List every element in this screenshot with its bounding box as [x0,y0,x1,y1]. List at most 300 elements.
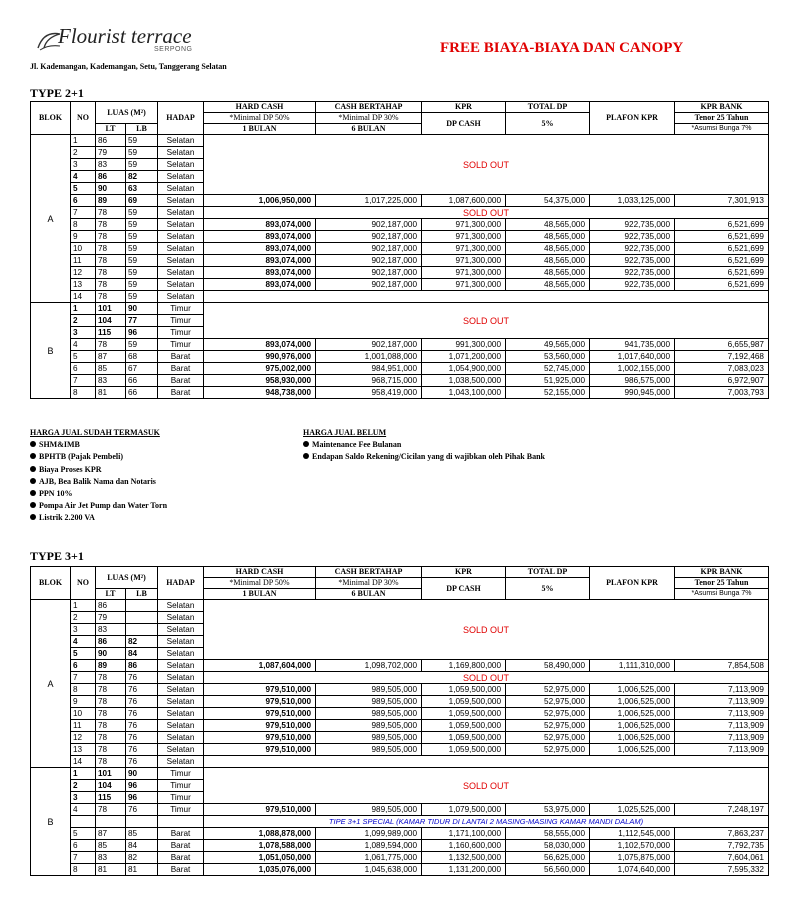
hard-cash-dp: *Minimal DP 50% [204,113,316,124]
lb-cell: 96 [126,780,158,792]
lb-cell: 82 [126,852,158,864]
cash-bertahap-cell: 958,419,000 [316,387,422,399]
plafon-cell: 941,735,000 [590,339,675,351]
hadap-cell: Selatan [158,219,204,231]
luas-header: LUAS (M²) [96,567,158,589]
lb-cell: 59 [126,255,158,267]
brand-logo [36,24,196,54]
hadap-cell: Selatan [158,720,204,732]
kpr-bank-cell: 7,301,913 [675,195,769,207]
lt-cell: 86 [96,600,126,612]
plafon-cell: 1,111,310,000 [590,660,675,672]
hadap-cell: Timur [158,780,204,792]
total-dp-cell: 48,565,000 [506,219,590,231]
cash-bertahap-header: CASH BERTAHAP [316,102,422,113]
sold-out-label: SOLD OUT [204,135,769,195]
lt-cell: 78 [96,696,126,708]
blok-header: BLOK [31,567,71,600]
kpr-dp-cell: 1,043,100,000 [422,387,506,399]
hard-cash-cell: 1,088,878,000 [204,828,316,840]
plafon-cell: 1,102,570,000 [590,840,675,852]
kpr-bank-cell: 7,113,909 [675,696,769,708]
total-dp-cell: 53,560,000 [506,351,590,363]
hard-cash-cell: 893,074,000 [204,219,316,231]
type21-table-header [31,102,769,135]
plafon-cell: 1,112,545,000 [590,828,675,840]
kpr-bank-cell: 7,113,909 [675,744,769,756]
hadap-cell: Barat [158,363,204,375]
table-row [31,387,769,399]
hadap-cell: Selatan [158,159,204,171]
lb-cell: 76 [126,732,158,744]
luas-header: LUAS (M²) [96,102,158,124]
total-dp-cell: 52,975,000 [506,744,590,756]
hadap-cell: Selatan [158,756,204,768]
no-cell: 2 [71,315,96,327]
kpr-dp-cell: 971,300,000 [422,231,506,243]
kpr-bank-cell: 6,521,699 [675,231,769,243]
lt-cell: 78 [96,279,126,291]
no-cell: 7 [71,207,96,219]
cash-bertahap-cell: 902,187,000 [316,219,422,231]
lt-cell: 89 [96,660,126,672]
kpr-dp-cell: 1,059,500,000 [422,684,506,696]
total-dp-cell: 52,975,000 [506,708,590,720]
cash-bertahap-cell: 968,715,000 [316,375,422,387]
hard-cash-cell: 893,074,000 [204,267,316,279]
lb-cell: 85 [126,828,158,840]
table-row [31,279,769,291]
harga-termasuk-item: PPN 10% [30,488,167,500]
hadap-cell: Selatan [158,183,204,195]
hadap-cell: Selatan [158,660,204,672]
kpr-dp-cell: 1,087,600,000 [422,195,506,207]
kpr-bank-cell: 7,003,793 [675,387,769,399]
kpr-dp-cell: 1,059,500,000 [422,744,506,756]
lb-cell: 67 [126,363,158,375]
total-dp-cell: 48,565,000 [506,255,590,267]
no-cell [71,816,96,828]
lt-cell: 78 [96,339,126,351]
lt-cell: 78 [96,744,126,756]
no-cell: 10 [71,243,96,255]
table-row [31,219,769,231]
type31-table-body [31,600,769,876]
no-cell: 4 [71,804,96,816]
cash-bertahap-cell: 1,099,989,000 [316,828,422,840]
kpr-bank-cell: 6,972,907 [675,375,769,387]
hadap-cell: Selatan [158,612,204,624]
lt-cell: 90 [96,648,126,660]
lt-cell: 86 [96,636,126,648]
lb-cell: 96 [126,327,158,339]
lb-cell: 76 [126,708,158,720]
hadap-header: HADAP [158,102,204,135]
table-row [31,768,769,780]
plafon-cell: 1,002,155,000 [590,363,675,375]
hadap-cell: Selatan [158,648,204,660]
lb-cell: 86 [126,660,158,672]
cash-bertahap-cell: 902,187,000 [316,339,422,351]
lt-cell: 101 [96,768,126,780]
kpr-dp-cell: 991,300,000 [422,339,506,351]
cash-bertahap-cell: 1,045,638,000 [316,864,422,876]
kpr-dp-cell: 1,131,200,000 [422,864,506,876]
total-dp-cell: 49,565,000 [506,339,590,351]
hard-cash-cell: 893,074,000 [204,243,316,255]
hadap-cell: Barat [158,351,204,363]
hadap-cell: Selatan [158,744,204,756]
lt-cell: 78 [96,720,126,732]
lb-cell: 77 [126,315,158,327]
hard-cash-cell: 893,074,000 [204,231,316,243]
plafon-cell: 922,735,000 [590,279,675,291]
hadap-cell: Selatan [158,684,204,696]
hadap-cell: Timur [158,804,204,816]
bullet-icon [30,466,36,472]
lb-cell [126,612,158,624]
total-dp-cell: 52,155,000 [506,387,590,399]
lb-cell: 76 [126,804,158,816]
sold-out-blank [204,291,769,303]
no-cell: 8 [71,684,96,696]
kpr-bank-header: KPR BANK [675,102,769,113]
kpr-bank-cell: 7,113,909 [675,732,769,744]
bunga-label: *Asumsi Bunga 7% [675,124,769,135]
no-cell: 4 [71,339,96,351]
no-cell: 3 [71,792,96,804]
cash-bertahap-cell: 989,505,000 [316,744,422,756]
hard-cash-cell: 990,976,000 [204,351,316,363]
no-cell: 2 [71,780,96,792]
lt-cell: 78 [96,732,126,744]
hard-cash-cell: 893,074,000 [204,255,316,267]
lb-cell: 59 [126,231,158,243]
no-cell: 4 [71,636,96,648]
hadap-cell: Selatan [158,672,204,684]
no-cell: 8 [71,864,96,876]
hadap-cell: Barat [158,840,204,852]
no-cell: 5 [71,351,96,363]
lt-cell: 87 [96,351,126,363]
table-row [31,756,769,768]
kpr-dp-cell: 1,059,500,000 [422,732,506,744]
hard-cash-cell: 958,930,000 [204,375,316,387]
type31-table-header [31,567,769,600]
cash-bertahap-cell: 1,061,775,000 [316,852,422,864]
hadap-cell: Barat [158,852,204,864]
lt-cell: 78 [96,243,126,255]
blok-cell: A [31,135,71,303]
hard-cash-cell: 979,510,000 [204,684,316,696]
sold-out-label: SOLD OUT [204,600,769,660]
no-cell: 3 [71,327,96,339]
lt-cell: 79 [96,612,126,624]
hadap-cell: Selatan [158,231,204,243]
total-dp-cell: 48,565,000 [506,231,590,243]
total-dp-cell: 48,565,000 [506,279,590,291]
lb-cell: 59 [126,147,158,159]
kpr-bank-cell: 6,521,699 [675,267,769,279]
hadap-cell: Selatan [158,279,204,291]
kpr-dp-cell: 1,059,500,000 [422,696,506,708]
no-cell: 8 [71,219,96,231]
total-dp-cell: 54,375,000 [506,195,590,207]
no-cell: 11 [71,720,96,732]
lt-cell: 89 [96,195,126,207]
hard-cash-cell: 1,006,950,000 [204,195,316,207]
blok-cell: B [31,768,71,876]
lt-cell: 83 [96,624,126,636]
kpr-dp-cell: 1,059,500,000 [422,708,506,720]
hard-cash-cell: 948,738,000 [204,387,316,399]
bullet-icon [303,441,309,447]
kpr-header: KPR [422,102,506,113]
lb-cell: 66 [126,375,158,387]
hadap-cell: Barat [158,375,204,387]
sold-out-label: SOLD OUT [204,672,769,684]
kpr-dp-cell: 1,079,500,000 [422,804,506,816]
lb-header: LB [126,589,158,600]
lt-cell: 83 [96,852,126,864]
lb-cell: 59 [126,279,158,291]
kpr-dp-cell: 1,059,500,000 [422,720,506,732]
kpr-bank-cell: 7,248,197 [675,804,769,816]
lb-cell: 76 [126,672,158,684]
bullet-icon [30,453,36,459]
type31-title: TYPE 3+1 [30,549,84,563]
table-row [31,207,769,219]
plafon-cell: 1,033,125,000 [590,195,675,207]
plafon-cell: 922,735,000 [590,267,675,279]
hard-cash-header: HARD CASH [204,567,316,578]
lb-cell: 59 [126,267,158,279]
plafon-cell: 922,735,000 [590,231,675,243]
total-dp-cell: 56,560,000 [506,864,590,876]
lt-cell: 86 [96,171,126,183]
table-row [31,852,769,864]
hard-cash-cell: 979,510,000 [204,708,316,720]
total-dp-cell: 52,975,000 [506,696,590,708]
type21-table-body [31,135,769,399]
lb-cell: 96 [126,792,158,804]
kpr-bank-cell: 6,521,699 [675,219,769,231]
lt-cell: 83 [96,159,126,171]
hadap-cell: Timur [158,768,204,780]
plafon-cell: 986,575,000 [590,375,675,387]
table-row [31,255,769,267]
type21-title: TYPE 2+1 [30,86,84,100]
table-row [31,339,769,351]
hadap-cell: Timur [158,792,204,804]
blok-header: BLOK [31,102,71,135]
hadap-cell: Barat [158,864,204,876]
lt-cell: 78 [96,255,126,267]
plafon-cell: 1,006,525,000 [590,732,675,744]
kpr-dp-cash: DP CASH [422,113,506,135]
cash-bertahap-dp: *Minimal DP 30% [316,113,422,124]
table-row [31,375,769,387]
kpr-bank-cell: 7,113,909 [675,720,769,732]
table-row [31,600,769,612]
plafon-header: PLAFON KPR [590,567,675,600]
cash-bertahap-cell: 989,505,000 [316,804,422,816]
kpr-bank-cell: 7,863,237 [675,828,769,840]
cash-bertahap-cell: 989,505,000 [316,684,422,696]
plafon-cell: 1,006,525,000 [590,720,675,732]
total-dp-cell: 48,565,000 [506,267,590,279]
lt-cell: 104 [96,780,126,792]
total-dp-header: TOTAL DP [506,567,590,578]
no-cell: 1 [71,303,96,315]
no-cell: 2 [71,147,96,159]
no-cell: 1 [71,768,96,780]
no-cell: 9 [71,696,96,708]
cash-bertahap-cell: 902,187,000 [316,267,422,279]
kpr-dp-cell: 971,300,000 [422,255,506,267]
bullet-icon [303,453,309,459]
tenor-label: Tenor 25 Tahun [675,113,769,124]
lt-cell: 78 [96,231,126,243]
hadap-cell: Selatan [158,636,204,648]
no-cell: 6 [71,840,96,852]
hard-cash-cell: 893,074,000 [204,279,316,291]
sold-out-blank [204,756,769,768]
total-dp-pct: 5% [506,113,590,135]
kpr-dp-cell: 1,132,500,000 [422,852,506,864]
lt-cell: 83 [96,375,126,387]
lt-cell: 90 [96,183,126,195]
cash-bertahap-header: CASH BERTAHAP [316,567,422,578]
bullet-icon [30,514,36,520]
hadap-cell: Selatan [158,696,204,708]
hard-cash-cell: 1,035,076,000 [204,864,316,876]
hard-cash-cell: 979,510,000 [204,732,316,744]
lt-cell: 78 [96,672,126,684]
lt-cell: 115 [96,792,126,804]
cash-bertahap-term: 6 BULAN [316,589,422,600]
plafon-header: PLAFON KPR [590,102,675,135]
hard-cash-cell: 1,078,588,000 [204,840,316,852]
cash-bertahap-cell: 1,089,594,000 [316,840,422,852]
no-cell: 10 [71,708,96,720]
lt-cell: 101 [96,303,126,315]
lt-cell: 78 [96,708,126,720]
cash-bertahap-cell: 989,505,000 [316,732,422,744]
lb-cell: 59 [126,291,158,303]
lb-cell: 84 [126,840,158,852]
lb-cell: 76 [126,744,158,756]
table-row [31,684,769,696]
lb-cell: 63 [126,183,158,195]
no-cell: 14 [71,756,96,768]
cash-bertahap-cell: 1,017,225,000 [316,195,422,207]
plafon-cell: 1,017,640,000 [590,351,675,363]
total-dp-cell: 51,925,000 [506,375,590,387]
lb-cell [126,816,158,828]
harga-termasuk-item: Pompa Air Jet Pump dan Water Torn [30,500,167,512]
harga-termasuk-title: HARGA JUAL SUDAH TERMASUK [30,428,160,437]
hadap-cell: Selatan [158,195,204,207]
hadap-cell: Timur [158,303,204,315]
lb-cell: 59 [126,135,158,147]
plafon-cell: 922,735,000 [590,243,675,255]
cash-bertahap-cell: 902,187,000 [316,231,422,243]
hadap-cell: Selatan [158,600,204,612]
lt-cell: 87 [96,828,126,840]
lb-cell: 59 [126,339,158,351]
lb-cell: 90 [126,768,158,780]
hard-cash-cell: 1,051,050,000 [204,852,316,864]
lb-cell [126,600,158,612]
lt-cell: 85 [96,363,126,375]
lt-cell: 78 [96,207,126,219]
kpr-bank-cell: 6,521,699 [675,255,769,267]
lb-cell: 76 [126,696,158,708]
plafon-cell: 1,006,525,000 [590,684,675,696]
kpr-dp-cell: 971,300,000 [422,267,506,279]
harga-termasuk-item: SHM&IMB [30,439,167,451]
no-cell: 1 [71,135,96,147]
no-cell: 7 [71,852,96,864]
no-cell: 2 [71,612,96,624]
no-cell: 6 [71,660,96,672]
kpr-dp-cell: 1,054,900,000 [422,363,506,375]
table-row [31,696,769,708]
lb-cell: 84 [126,648,158,660]
plafon-cell: 922,735,000 [590,219,675,231]
table-row [31,135,769,147]
lt-cell: 78 [96,756,126,768]
kpr-header: KPR [422,567,506,578]
no-cell: 3 [71,624,96,636]
lt-cell: 79 [96,147,126,159]
cash-bertahap-cell: 1,001,088,000 [316,351,422,363]
no-cell: 4 [71,171,96,183]
bullet-icon [30,441,36,447]
lt-cell: 104 [96,315,126,327]
table-row [31,231,769,243]
no-cell: 6 [71,363,96,375]
hard-cash-cell: 979,510,000 [204,696,316,708]
harga-termasuk-item: BPHTB (Pajak Pembeli) [30,451,167,463]
lb-cell: 68 [126,351,158,363]
kpr-bank-cell: 7,792,735 [675,840,769,852]
total-dp-pct: 5% [506,578,590,600]
table-row [31,303,769,315]
lt-cell: 81 [96,387,126,399]
lb-cell: 81 [126,864,158,876]
blok-cell: B [31,303,71,399]
hadap-cell: Barat [158,387,204,399]
hadap-cell: Barat [158,828,204,840]
lb-cell: 69 [126,195,158,207]
cash-bertahap-cell: 902,187,000 [316,279,422,291]
lb-cell: 82 [126,171,158,183]
no-cell: 14 [71,291,96,303]
hadap-cell: Selatan [158,732,204,744]
plafon-cell: 922,735,000 [590,255,675,267]
total-dp-cell: 56,625,000 [506,852,590,864]
no-cell: 9 [71,231,96,243]
hadap-cell: Selatan [158,207,204,219]
harga-belum-section [303,427,545,464]
lb-cell: 76 [126,720,158,732]
table-row [31,840,769,852]
table-row [31,660,769,672]
kpr-bank-cell: 7,854,508 [675,660,769,672]
hadap-cell: Selatan [158,291,204,303]
